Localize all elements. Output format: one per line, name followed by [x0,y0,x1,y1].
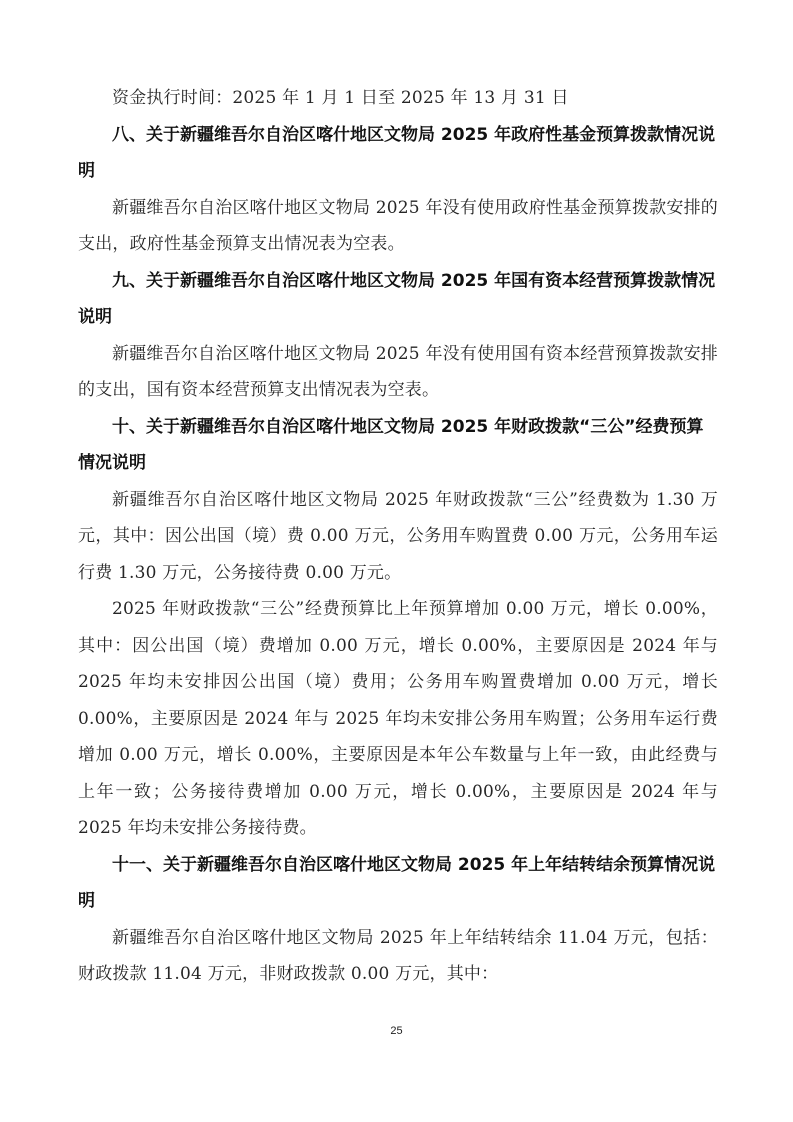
document-body [78,80,718,993]
section-8-heading: 八、关于新疆维吾尔自治区喀什地区文物局 2025 年政府性基金预算拨款情况说明 [78,124,716,181]
execution-time-paragraph: 资金执行时间：2025 年 1 月 1 日至 2025 年 13 月 31 日 [112,88,569,108]
section-11-heading: 十一、关于新疆维吾尔自治区喀什地区文物局 2025 年上年结转结余预算情况说明 [78,854,716,911]
section-8-paragraph: 新疆维吾尔自治区喀什地区文物局 2025 年没有使用政府性基金预算拨款安排的支出，政府性基金预算支出情况表为空表。 [78,197,718,254]
section-10-paragraph-1: 新疆维吾尔自治区喀什地区文物局 2025 年财政拨款“三公”经费数为 1.30 万元，其中：因公出国（境）费 0.00 万元，公务用车购置费 0.00 万元，公务用车运行费 1.30 万元，公务接待费 0.00 万元。 [78,489,718,583]
section-9-heading: 九、关于新疆维吾尔自治区喀什地区文物局 2025 年国有资本经营预算拨款情况说明 [78,270,716,327]
section-11-paragraph: 新疆维吾尔自治区喀什地区文物局 2025 年上年结转结余 11.04 万元，包括：财政拨款 11.04 万元，非财政拨款 0.00 万元，其中： [78,927,718,984]
page-number: 25 [390,1025,403,1037]
section-10-paragraph-2: 2025 年财政拨款“三公”经费预算比上年预算增加 0.00 万元，增长 0.00%，其中：因公出国（境）费增加 0.00 万元，增长 0.00%，主要原因是 2024 年与 2025 年均未安排因公出国（境）费用；公务用车购置费增加 0.00 万元，增长 0.00%，主要原因是 2024 年与 2025 年均未安排公务用车购置；公务用车运行费增加 0.00 万元，增长 0.00%，主要原因是本年公车数量与上年一致，由此经费与上年一致；公务接待费增加 0.00 万元，增长 0.00%，主要原因是 2024 年与 2025 年均未安排公务接待费。 [78,599,718,838]
section-9-paragraph: 新疆维吾尔自治区喀什地区文物局 2025 年没有使用国有资本经营预算拨款安排的支出，国有资本经营预算支出情况表为空表。 [78,343,718,400]
section-10-heading: 十、关于新疆维吾尔自治区喀什地区文物局 2025 年财政拨款“三公”经费预算情况说明 [78,416,704,473]
